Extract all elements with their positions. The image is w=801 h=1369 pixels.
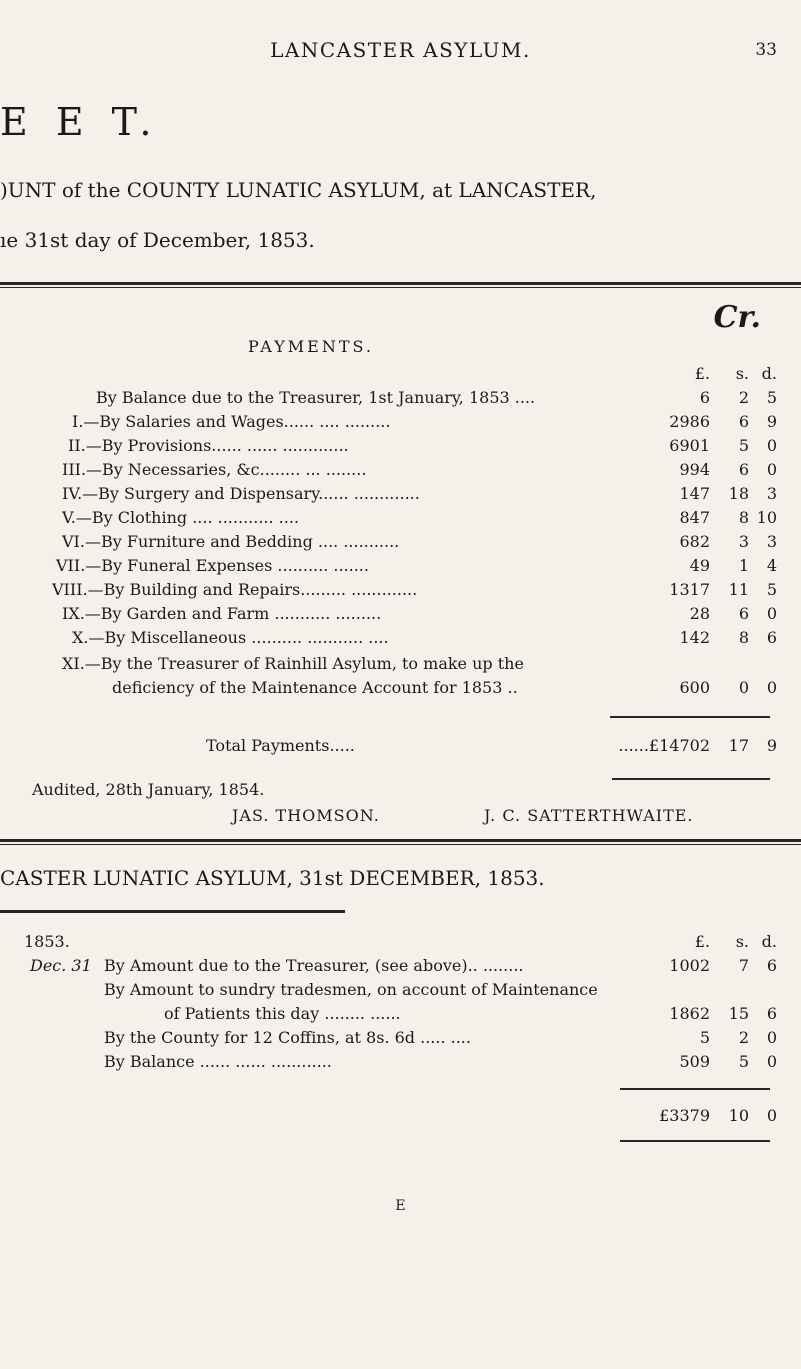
payment-row: [0, 436, 801, 460]
second-label: By the County for 12 Coffins, at 8s. 6d ..... ....: [104, 1028, 471, 1047]
second-pence: 0: [766, 1028, 777, 1047]
payment-pounds: 6: [699, 388, 710, 407]
second-pounds: 1862: [669, 1004, 710, 1023]
payment-pence: 6: [766, 628, 777, 647]
second-shillings: 7: [738, 956, 749, 975]
payments-heading: PAYMENTS.: [248, 337, 374, 356]
second-date: Dec. 31: [30, 956, 92, 975]
payment-row: [0, 604, 801, 628]
second-pounds: 509: [679, 1052, 710, 1071]
payment-pounds: 2986: [669, 412, 710, 431]
payment-row: [0, 388, 801, 412]
payment-row: [0, 484, 801, 508]
payment-pence: 0: [766, 436, 777, 455]
second-row: [0, 980, 801, 1004]
payment-pounds: 142: [679, 628, 710, 647]
second-pounds: 1002: [669, 956, 710, 975]
payment-row: [0, 628, 801, 652]
second-pence: 0: [766, 1052, 777, 1071]
payment-label: By Balance due to the Treasurer, 1st January, 1853 ....: [96, 388, 536, 407]
second-shillings: 2: [738, 1028, 749, 1047]
total-row: [0, 736, 801, 760]
second-shillings: 5: [738, 1052, 749, 1071]
second-label: of Patients this day ........ ......: [164, 1004, 401, 1023]
payment-label: VIII.—By Building and Repairs......... .............: [52, 580, 418, 599]
credit-label: Cr.: [713, 300, 761, 335]
payment-pounds: 600: [679, 678, 710, 697]
payment-pence: 0: [766, 678, 777, 697]
payment-pounds: 1317: [669, 580, 710, 599]
payment-pence: 0: [766, 460, 777, 479]
signature-letter: E: [395, 1198, 406, 1214]
payment-row-xi-line1: [0, 654, 801, 678]
pence-head: d.: [761, 932, 777, 951]
payment-pence: 5: [766, 580, 777, 599]
payment-shillings: 8: [738, 628, 749, 647]
second-account-title: CASTER LUNATIC ASYLUM, 31st DECEMBER, 1853.: [0, 866, 545, 890]
payment-label: V.—By Clothing .... ........... ....: [62, 508, 300, 527]
payment-shillings: 5: [738, 436, 749, 455]
rule-top: [0, 282, 801, 285]
payment-pounds: 682: [679, 532, 710, 551]
shillings-head: s.: [735, 364, 749, 383]
running-head: LANCASTER ASYLUM.: [270, 38, 531, 62]
payment-row: [0, 532, 801, 556]
payment-shillings: 1: [738, 556, 749, 575]
payment-label: deficiency of the Maintenance Account for 1853 ..: [112, 678, 518, 697]
second-total-row: [0, 1106, 801, 1130]
payment-label: II.—By Provisions...... ...... .............: [68, 436, 349, 455]
payment-row: [0, 412, 801, 436]
signer-satterthwaite: J. C. SATTERTHWAITE.: [484, 806, 694, 825]
second-row: [0, 1028, 801, 1052]
second-label: By Balance ...... ...... ............: [104, 1052, 332, 1071]
payment-row: [0, 580, 801, 604]
payment-pounds: 147: [679, 484, 710, 503]
second-row: [0, 1004, 801, 1028]
payment-pence: 4: [766, 556, 777, 575]
payment-row: [0, 508, 801, 532]
pounds-head: £.: [694, 932, 710, 951]
payment-shillings: 0: [738, 678, 749, 697]
account-date: ıe 31st day of December, 1853.: [0, 228, 315, 252]
second-shillings: 15: [728, 1004, 749, 1023]
payment-pounds: 6901: [669, 436, 710, 455]
pounds-head: £.: [694, 364, 710, 383]
second-total-rule: [620, 1140, 770, 1142]
second-row: [0, 1052, 801, 1076]
page-number: 33: [755, 40, 777, 60]
payment-pounds: 847: [679, 508, 710, 527]
payment-shillings: 8: [738, 508, 749, 527]
payment-pounds: 49: [689, 556, 710, 575]
second-total-pounds: £3379: [659, 1106, 710, 1125]
total-rule: [612, 778, 770, 780]
payment-label: VI.—By Furniture and Bedding .... ...........: [62, 532, 400, 551]
second-heads-row: [0, 932, 801, 956]
audited-note: Audited, 28th January, 1854.: [32, 780, 265, 799]
money-heads: [0, 364, 801, 388]
second-year: 1853.: [24, 932, 70, 951]
total-pence: 9: [766, 736, 777, 755]
second-total-pence: 0: [766, 1106, 777, 1125]
second-pounds: 5: [699, 1028, 710, 1047]
second-total-shillings: 10: [728, 1106, 749, 1125]
payment-label: III.—By Necessaries, &c........ ... ........: [62, 460, 367, 479]
payment-pence: 3: [766, 484, 777, 503]
payment-pence: 10: [756, 508, 777, 527]
rule-top-thin: [0, 287, 801, 288]
second-row: [0, 956, 801, 980]
second-subtotal-rule: [620, 1088, 770, 1090]
payment-label: IV.—By Surgery and Dispensary...... .............: [62, 484, 420, 503]
payment-pounds: 994: [679, 460, 710, 479]
rule-middle-thin: [0, 844, 801, 845]
payment-pounds: 28: [689, 604, 710, 623]
total-pounds: ......£14702: [618, 736, 710, 755]
section-rule: [0, 910, 345, 913]
payment-shillings: 2: [738, 388, 749, 407]
payment-label: I.—By Salaries and Wages...... .... .........: [72, 412, 391, 431]
shillings-head: s.: [735, 932, 749, 951]
payment-label: XI.—By the Treasurer of Rainhill Asylum, to make up the: [62, 654, 524, 673]
payment-row: [0, 556, 801, 580]
second-pence: 6: [766, 956, 777, 975]
signer-thomson: JAS. THOMSON.: [232, 806, 380, 825]
payment-pence: 9: [766, 412, 777, 431]
total-shillings: 17: [728, 736, 749, 755]
payment-shillings: 3: [738, 532, 749, 551]
second-label: By Amount due to the Treasurer, (see above).. ........: [104, 956, 524, 975]
payment-row: [0, 460, 801, 484]
rule-middle: [0, 839, 801, 842]
total-label: Total Payments.....: [206, 736, 355, 755]
payment-label: VII.—By Funeral Expenses .......... .......: [56, 556, 369, 575]
pence-head: d.: [761, 364, 777, 383]
payment-shillings: 18: [728, 484, 749, 503]
account-title: )UNT of the COUNTY LUNATIC ASYLUM, at LANCASTER,: [0, 178, 597, 202]
payment-pence: 0: [766, 604, 777, 623]
second-pence: 6: [766, 1004, 777, 1023]
payment-shillings: 6: [738, 412, 749, 431]
payment-row-xi-line2: [0, 678, 801, 702]
payment-pence: 5: [766, 388, 777, 407]
payment-shillings: 6: [738, 604, 749, 623]
payment-label: IX.—By Garden and Farm ........... .........: [62, 604, 382, 623]
subtotal-rule: [610, 716, 770, 718]
payment-shillings: 6: [738, 460, 749, 479]
sheet-title: E E T.: [0, 100, 160, 144]
payment-label: X.—By Miscellaneous .......... ........... ....: [72, 628, 389, 647]
second-label: By Amount to sundry tradesmen, on account of Maintenance: [104, 980, 598, 999]
payment-shillings: 11: [728, 580, 749, 599]
payment-pence: 3: [766, 532, 777, 551]
